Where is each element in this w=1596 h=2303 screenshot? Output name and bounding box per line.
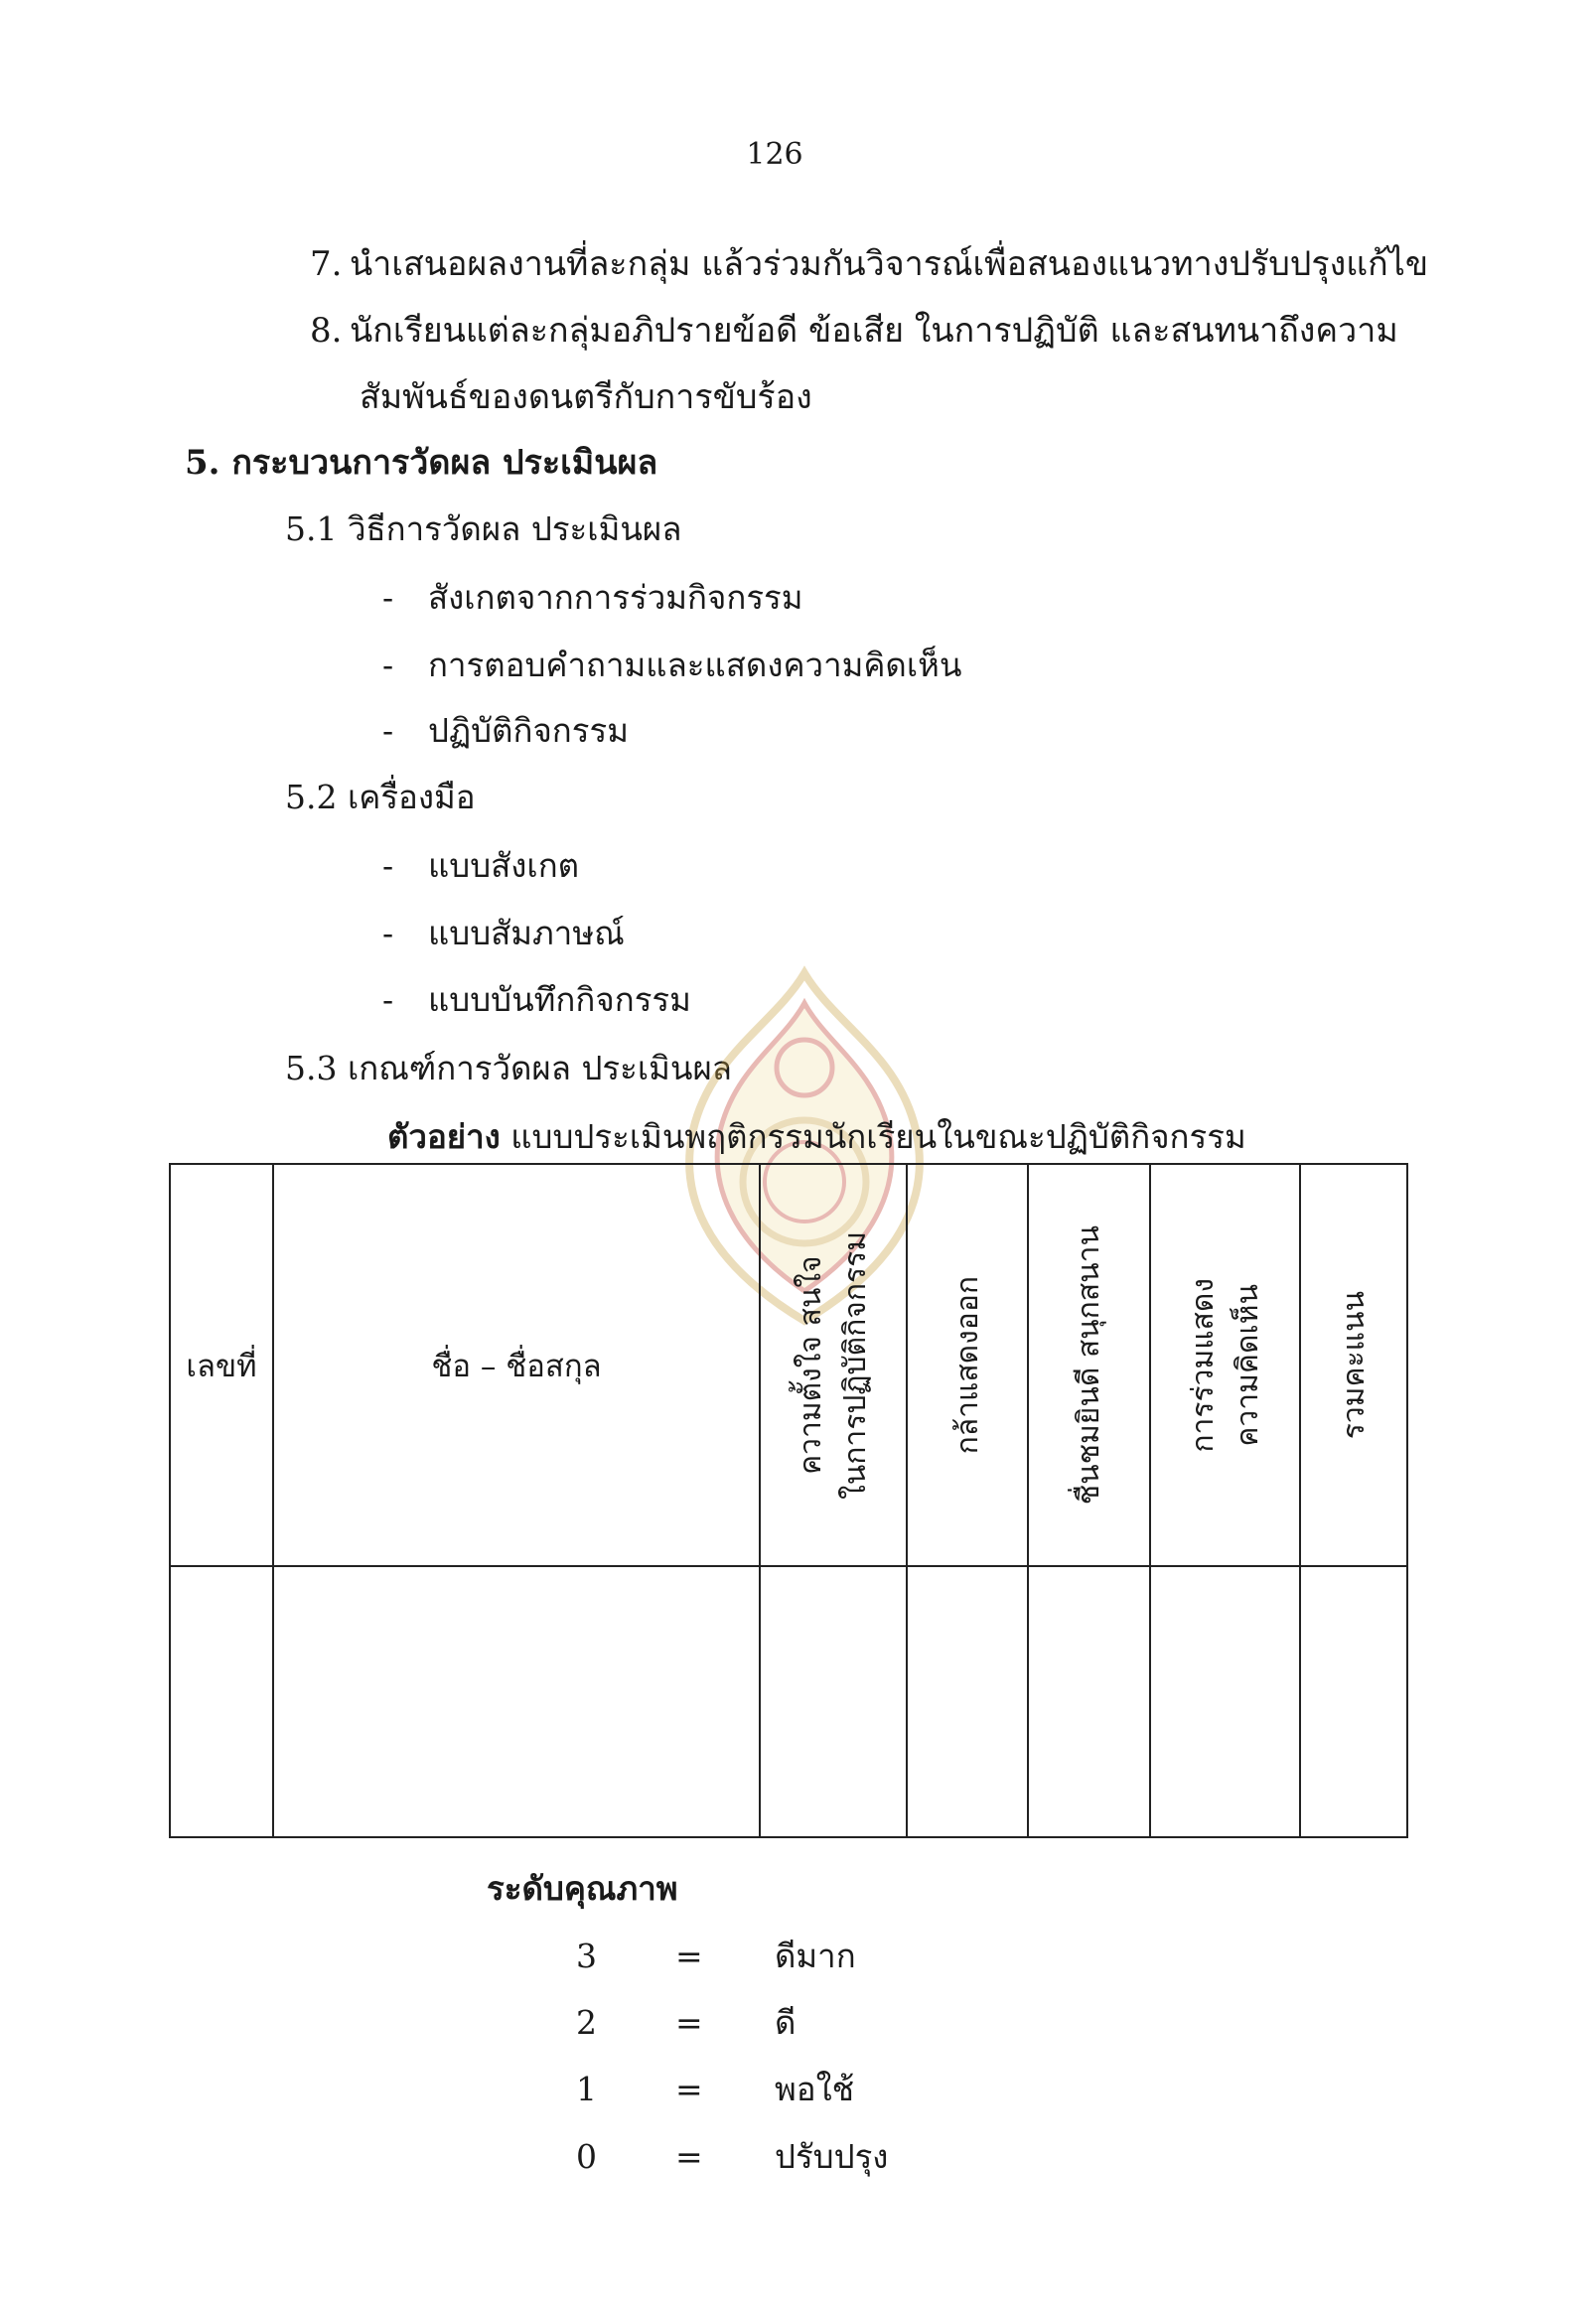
example-label: ตัวอย่าง <box>387 1117 501 1156</box>
header-total-score: รวมคะแนน <box>1300 1164 1407 1566</box>
subsection-5-1: 5.1 วิธีการวัดผล ประเมินผล <box>285 509 682 548</box>
header-number: เลขที่ <box>170 1164 273 1566</box>
step-number: 7. <box>310 244 343 284</box>
table-cell <box>907 1566 1028 1837</box>
subsection-5-3: 5.3 เกณฑ์การวัดผล ประเมินผล <box>285 1049 733 1087</box>
table-cell <box>1150 1566 1300 1837</box>
step-7 <box>310 236 1428 290</box>
bullet-item: - แบบบันทึกกิจกรรม <box>382 980 691 1019</box>
step-8 <box>310 303 1398 357</box>
step-8-continuation: สัมพันธ์ของดนตรีกับการขับร้อง <box>360 377 812 417</box>
page-number: 126 <box>746 137 803 172</box>
subsection-5-2: 5.2 เครื่องมือ <box>285 778 476 816</box>
quality-title: ระดับคุณภาพ <box>487 1869 678 1908</box>
header-criterion-participation: การร่วมแสดง ความคิดเห็น <box>1150 1164 1300 1566</box>
table-cell <box>1300 1566 1407 1837</box>
table-header-row <box>170 1164 1407 1566</box>
step-text: นำเสนอผลงานที่ละกลุ่ม แล้วร่วมกันวิจารณ์เพื่อสนองแนวทางปรับปรุงแก้ไข <box>350 244 1429 284</box>
bullet-item: - สังเกตจากการร่วมกิจกรรม <box>382 578 803 617</box>
table-cell <box>760 1566 907 1837</box>
bullet-item: - การตอบคำถามและแสดงความคิดเห็น <box>382 646 962 684</box>
example-text: แบบประเมินพฤติกรรมนักเรียนในขณะปฏิบัติกิจกรรม <box>500 1117 1246 1156</box>
table-row <box>170 1566 1407 1837</box>
bullet-item: - ปฏิบัติกิจกรรม <box>382 711 629 750</box>
header-name: ชื่อ – ชื่อสกุล <box>273 1164 760 1566</box>
table-cell <box>1028 1566 1150 1837</box>
table-cell <box>170 1566 273 1837</box>
header-criterion-expressive: กล้าแสดงออก <box>907 1164 1028 1566</box>
bullet-item: - แบบสังเกต <box>382 846 580 885</box>
step-text: นักเรียนแต่ละกลุ่มอภิปรายข้อดี ข้อเสีย ในการปฏิบัติ และสนทนาถึงความ <box>350 311 1398 351</box>
step-number: 8. <box>310 311 343 351</box>
table-cell <box>273 1566 760 1837</box>
quality-level: 1 = พอใช้ <box>576 2070 855 2108</box>
header-criterion-enjoyment: ชื่นชมยินดี สนุกสนาน <box>1028 1164 1150 1566</box>
quality-level: 2 = ดี <box>576 2003 797 2042</box>
example-caption <box>387 1110 1246 1163</box>
assessment-table <box>169 1163 1406 1838</box>
quality-level: 3 = ดีมาก <box>576 1937 856 1975</box>
bullet-item: - แบบสัมภาษณ์ <box>382 914 625 952</box>
quality-level: 0 = ปรับปรุง <box>576 2137 889 2176</box>
section-heading: 5. กระบวนการวัดผล ประเมินผล <box>185 443 658 483</box>
header-criterion-attention: ความตั้งใจ สนใจ ในการปฏิบัติกิจกรรม <box>760 1164 907 1566</box>
